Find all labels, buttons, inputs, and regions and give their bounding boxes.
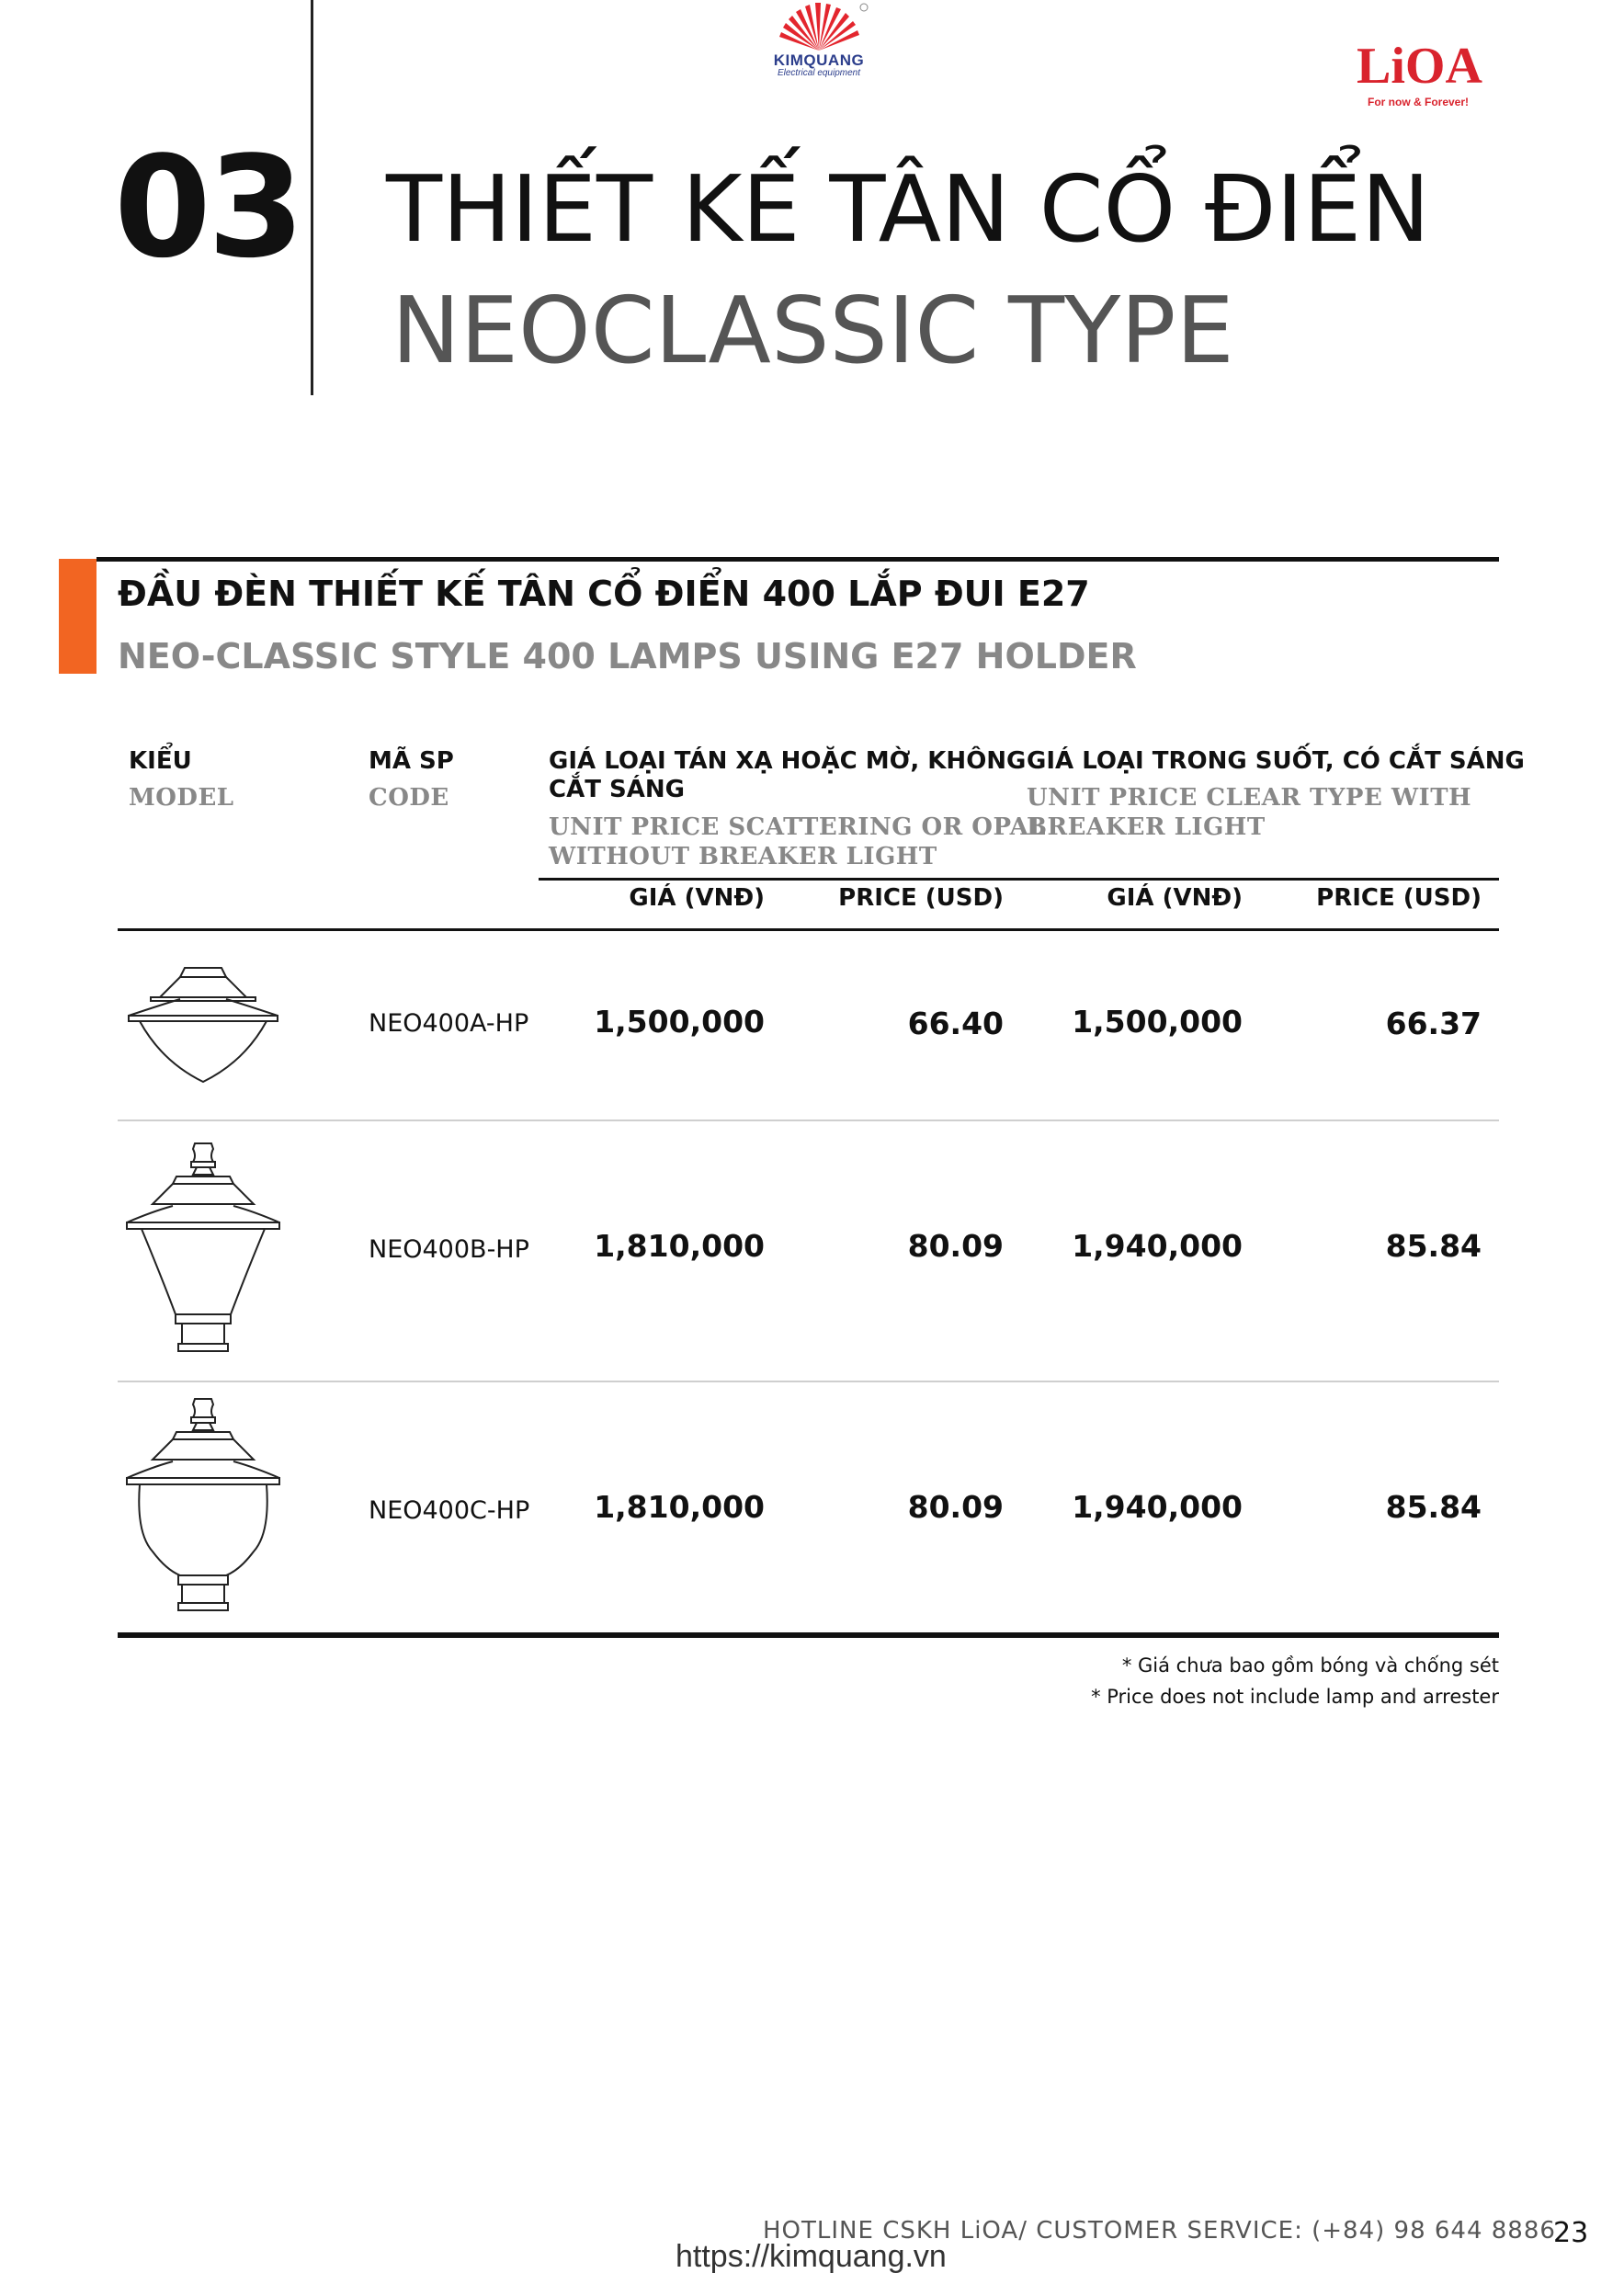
row-opal-usd: 80.09 — [907, 1489, 1004, 1525]
product-title-vn: ĐẦU ĐÈN THIẾT KẾ TÂN CỔ ĐIỂN 400 LẮP ĐUI E27 — [118, 574, 1090, 614]
neoclassic-lamp-b-icon — [125, 1140, 281, 1356]
table-bottom-rule — [118, 1632, 1499, 1638]
header-opal-en-line1: UNIT PRICE SCATTERING OR OPAL — [549, 813, 1047, 841]
lioa-logo: LiOA — [1357, 38, 1482, 95]
header-opal-price-vnd: GIÁ (VNĐ) — [629, 884, 765, 912]
row-code: NEO400A-HP — [369, 1009, 529, 1038]
row-clear-vnd: 1,940,000 — [1072, 1489, 1243, 1525]
note-en: * Price does not include lamp and arrester — [1091, 1686, 1499, 1708]
row-clear-vnd: 1,940,000 — [1072, 1228, 1243, 1264]
product-top-rule — [97, 557, 1499, 562]
section-number: 03 — [114, 126, 301, 289]
row-opal-usd: 66.40 — [907, 1006, 1004, 1041]
row-opal-vnd: 1,810,000 — [594, 1489, 765, 1525]
header-model-en: MODEL — [129, 784, 234, 812]
header-clear-en-line1: UNIT PRICE CLEAR TYPE WITH — [1027, 784, 1472, 812]
page-number: 23 — [1553, 2217, 1589, 2249]
footer-url-link[interactable]: https://kimquang.vn — [676, 2239, 947, 2274]
kimquang-brand-name: KIMQUANG — [773, 51, 865, 69]
neoclassic-lamp-a-icon — [125, 960, 281, 1089]
section-divider — [311, 0, 313, 395]
header-clear-price-usd: PRICE (USD) — [1316, 884, 1482, 912]
lioa-tagline: For now & Forever! — [1368, 96, 1470, 108]
header-opal-vn-line2: CẮT SÁNG — [549, 776, 685, 803]
header-code-vn: MÃ SP — [369, 747, 454, 775]
row-divider — [118, 1381, 1499, 1382]
kimquang-tagline: Electrical equipment — [777, 68, 861, 78]
header-clear-en-line2: BREAKER LIGHT — [1027, 813, 1266, 841]
header-clear-vn: GIÁ LOẠI TRONG SUỐT, CÓ CẮT SÁNG — [1027, 747, 1525, 775]
row-clear-usd: 85.84 — [1385, 1489, 1482, 1525]
section-title-vn: THIẾT KẾ TÂN CỔ ĐIỂN — [386, 155, 1430, 263]
row-divider — [118, 1120, 1499, 1121]
table-header-rule — [118, 928, 1499, 931]
accent-bar — [59, 559, 97, 674]
header-model-vn: KIỂU — [129, 747, 192, 775]
section-title-en: NEOCLASSIC TYPE — [392, 277, 1234, 384]
header-code-en: CODE — [369, 784, 449, 812]
note-vn: * Giá chưa bao gồm bóng và chống sét — [1121, 1654, 1499, 1677]
row-clear-usd: 66.37 — [1385, 1006, 1482, 1041]
neoclassic-lamp-c-icon — [125, 1395, 281, 1616]
product-title-en: NEO-CLASSIC STYLE 400 LAMPS USING E27 HOLDER — [118, 636, 1137, 676]
row-code: NEO400B-HP — [369, 1235, 529, 1264]
row-opal-vnd: 1,810,000 — [594, 1228, 765, 1264]
row-code: NEO400C-HP — [369, 1496, 530, 1525]
header-clear-price-vnd: GIÁ (VNĐ) — [1107, 884, 1243, 912]
header-opal-en-line2: WITHOUT BREAKER LIGHT — [549, 843, 937, 870]
row-opal-vnd: 1,500,000 — [594, 1004, 765, 1040]
row-clear-usd: 85.84 — [1385, 1228, 1482, 1264]
row-opal-usd: 80.09 — [907, 1228, 1004, 1264]
price-header-rule — [539, 878, 1499, 881]
footer-hotline: HOTLINE CSKH LiOA/ CUSTOMER SERVICE: (+84) 98 644 8886 — [763, 2217, 1556, 2245]
row-clear-vnd: 1,500,000 — [1072, 1004, 1243, 1040]
header-opal-price-usd: PRICE (USD) — [838, 884, 1004, 912]
header-opal-vn-line1: GIÁ LOẠI TÁN XẠ HOẶC MỜ, KHÔNG — [549, 747, 1027, 775]
